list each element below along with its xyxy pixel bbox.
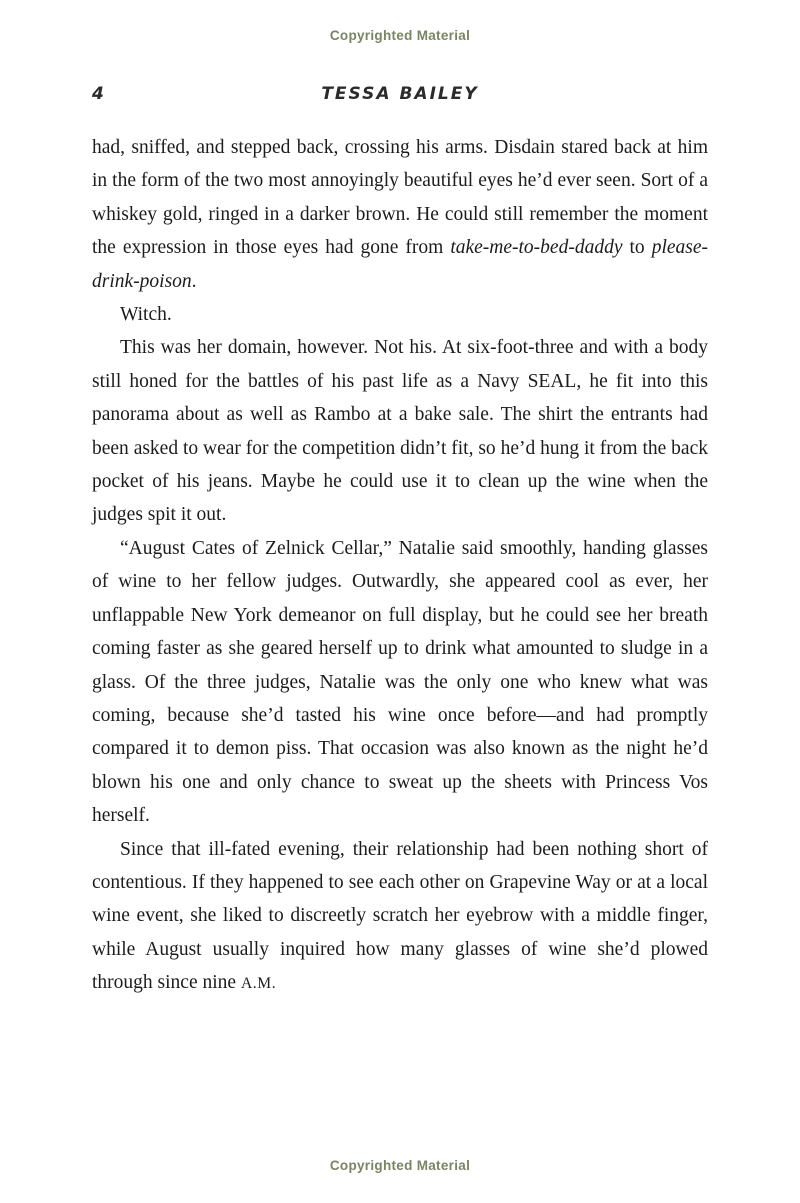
paragraph [92, 532, 708, 833]
text-run: This was her domain, however. Not his. At six-foot-three and with a body still honed for the battles of his past life as a Navy SEAL, he fit into this panorama about as well as Rambo at a bake sale. The shirt the entrants had been asked to wear for the competition didn’t fit, so he’d hung it from the back pocket of his jeans. Maybe he could use it to clean up the wine when the judges spit it out. [92, 337, 708, 526]
text-run: Witch. [120, 304, 172, 326]
text-run: please-drink-poison [92, 237, 708, 292]
text-run: Since that ill-fated evening, their relationship had been nothing short of contentious. If they happened to see each other on Grapevine Way or at a local wine event, she liked to discreetly scratch her eyebrow with a middle finger, while August usually inquired how many glasses of wine she’d plowed through since nine [92, 838, 708, 994]
copyright-notice-top: Copyrighted Material [329, 28, 471, 43]
page-header [92, 84, 708, 104]
copyright-notice-bottom: Copyrighted Material [329, 1158, 471, 1173]
paragraph [92, 833, 708, 1001]
text-run: . [191, 270, 197, 292]
text-run: to [622, 237, 652, 259]
body-text [92, 131, 708, 1001]
text-run: had, sniffed, and stepped back, crossing his arms. Disdain stared back at him in the form of the two most annoyingly beautiful eyes he’d ever seen. Sort of a whiskey gold, ringed in a darker brown. He could still remember the moment the expression in those eyes had gone from [92, 137, 708, 259]
paragraph [92, 131, 708, 298]
paragraph [92, 331, 708, 531]
paragraph [92, 298, 708, 331]
running-header: TESSA BAILEY [321, 84, 479, 104]
page-number: 4 [92, 84, 104, 104]
text-run: A.M. [240, 975, 277, 993]
text-run: take-me-to-bed-daddy [450, 237, 623, 259]
text-run: “August Cates of Zelnick Cellar,” Natalie said smoothly, handing glasses of wine to her fellow judges. Outwardly, she appeared cool as ever, her unflappable New York demeanor on full display, but he could see her breath coming faster as she geared herself up to drink what amounted to sludge in a glass. Of the three judges, Natalie was the only one who knew what was coming, because she’d tasted his wine once before—and had promptly compared it to demon piss. That occasion was also known as the night he’d blown his one and only chance to sweat up the sheets with Princess Vos herself. [92, 537, 708, 827]
